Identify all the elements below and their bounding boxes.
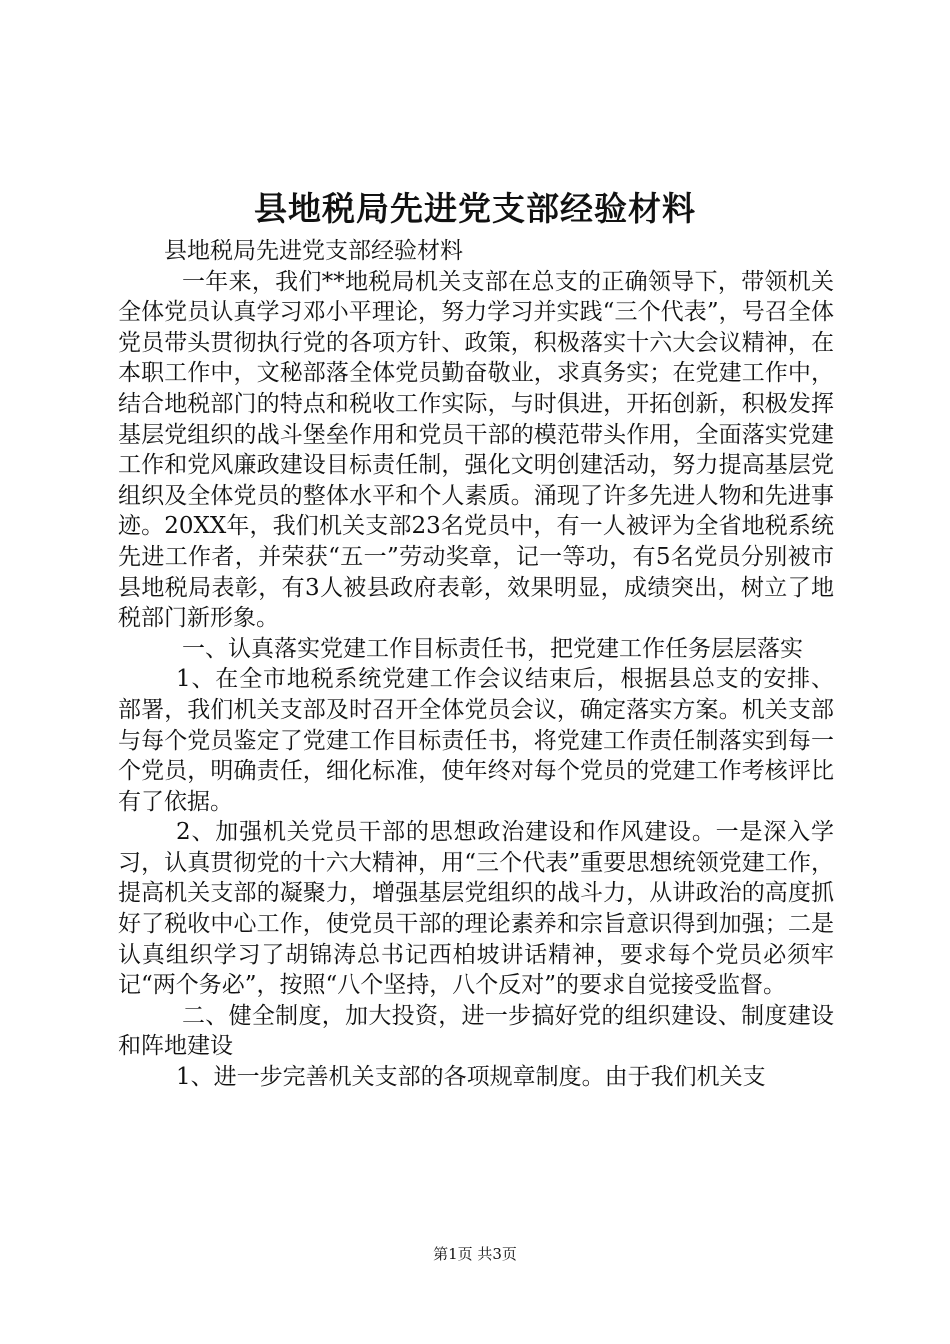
document-title: 县地税局先进党支部经验材料 [254,189,696,228]
document-body [118,236,834,1093]
paragraph-item-1-1: 1、在全市地税系统党建工作会议结束后，根据县总支的安排、部署，我们机关支部及时召开全体党员会议，确定落实方案。机关支部与每个党员鉴定了党建工作目标责任书，将党建工作责任制落实到每一个党员，明确责任，细化标准，使年终对每个党员的党建工作考核评比有了依据。 [118,666,834,815]
page-number-footer: 第1页 共3页 [433,1245,517,1263]
paragraph-subtitle: 县地税局先进党支部经验材料 [164,238,463,264]
paragraph-item-2-1: 1、进一步完善机关支部的各项规章制度。由于我们机关支 [176,1064,766,1091]
section-heading-2: 二、健全制度，加大投资，进一步搞好党的组织建设、制度建设和阵地建设 [118,1002,834,1060]
paragraph-intro: 一年来，我们**地税局机关支部在总支的正确领导下，带领机关全体党员认真学习邓小平理论，努力学习并实践“三个代表”，号召全体党员带头贯彻执行党的各项方针、政策，积极落实十六大会议精神，在本职工作中，文秘部落全体党员勤奋敬业，求真务实；在党建工作中，结合地税部门的特点和税收工作实际，与时俱进，开拓创新，积极发挥基层党组织的战斗堡垒作用和党员干部的模范带头作用，全面落实党建工作和党风廉政建设目标责任制，强化文明创建活动，努力提高基层党组织及全体党员的整体水平和个人素质。涌现了许多先进人物和先进事迹。20XX年，我们机关支部23名党员中，有一人被评为全省地税系统先进工作者，并荣获“五一”劳动奖章，记一等功，有5名党员分别被市县地税局表彰，有3人被县政府表彰，效果明显，成绩突出，树立了地税部门新形象。 [118,268,834,632]
section-heading-1: 一、认真落实党建工作目标责任书，把党建工作任务层层落实 [182,635,803,662]
paragraph-item-1-2: 2、加强机关党员干部的思想政治建设和作风建设。一是深入学习，认真贯彻党的十六大精神，用“三个代表”重要思想统领党建工作，提高机关支部的凝聚力，增强基层党组织的战斗力，从讲政治的高度抓好了税收中心工作，使党员干部的理论素养和宗旨意识得到加强；二是认真组织学习了胡锦涛总书记西柏坡讲话精神，要求每个党员必须牢记“两个务必”，按照“八个坚持，八个反对”的要求自觉接受监督。 [118,819,834,999]
